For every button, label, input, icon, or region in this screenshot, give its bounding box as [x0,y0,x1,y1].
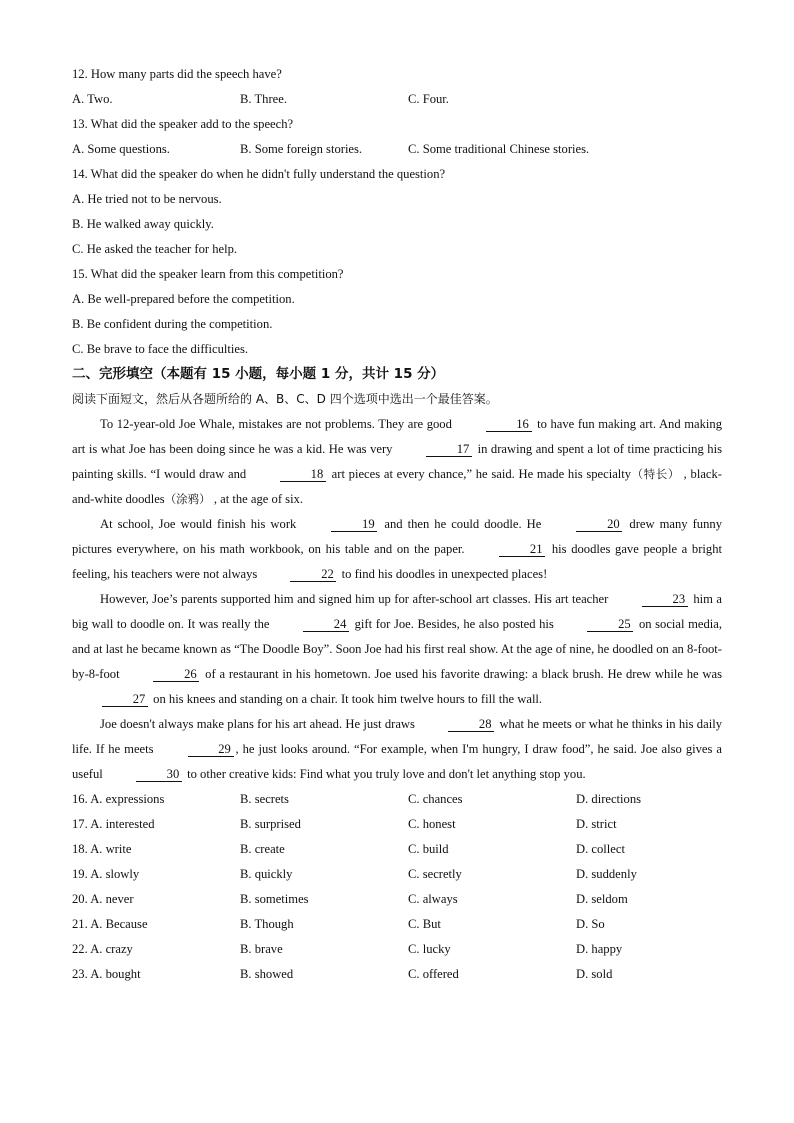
document-page [72,62,722,987]
passage-text: To 12-year-old Joe Whale, mistakes are not problems. They are good [100,417,456,431]
option-c: C. Some traditional Chinese stories. [408,142,590,156]
choice-d: D. sold [576,967,613,981]
chinese-gloss: （特长） [631,467,680,481]
question-stem: 15. What did the speaker learn from this competition? [72,267,344,281]
choice-d: D. suddenly [576,867,637,881]
choice-b: B. secrets [240,792,289,806]
choice-row-17 [72,812,722,837]
blank-28 [418,712,496,737]
question-stem: 14. What did the speaker do when he didn't fully understand the question? [72,167,446,181]
choice-d: D. strict [576,817,617,831]
choice-b: B. showed [240,967,294,981]
blank-number: 30 [136,767,182,782]
passage-text: At school, Joe would finish his work [100,517,302,531]
blank-number: 16 [486,417,532,432]
passage-text: him a big wall to doodle on. It was really the [72,592,722,631]
blank-number: 28 [448,717,494,732]
passage-paragraph-2 [72,512,722,587]
choice-a: 16. A. expressions [72,792,165,806]
blank-number: 19 [331,517,377,532]
section-instruction: 阅读下面短文，然后从各题所给的 A、B、C、D 四个选项中选出一个最佳答案。 [72,392,498,406]
passage-text: what he meets or what he thinks in his daily life. If he meets [72,717,722,756]
blank-26 [123,662,201,687]
option-a: A. Some questions. [72,142,170,156]
blank-number: 22 [290,567,336,582]
choice-a: 23. A. bought [72,967,141,981]
blank-number: 21 [499,542,545,557]
blank-20 [546,512,624,537]
option-b: B. Three. [240,92,287,106]
choice-row-22 [72,937,722,962]
option-c: C. Four. [408,92,449,106]
section-title: 二、完形填空（本题有 15 小题，每小题 1 分，共计 15 分） [72,366,445,382]
option-a: A. He tried not to be nervous. [72,192,222,206]
choice-row-20 [72,887,722,912]
choice-row-16 [72,787,722,812]
choice-d: D. collect [576,842,625,856]
choice-row-23 [72,962,722,987]
passage-text: of a restaurant in his hometown. Joe used his favorite drawing: a black brush. He drew while he was [201,667,722,681]
choice-a: 18. A. write [72,842,132,856]
blank-29 [158,737,236,762]
passage-text: However, Joe’s parents supported him and signed him up for after-school art classes. His art teacher [100,592,612,606]
blank-17 [396,437,474,462]
blank-19 [301,512,379,537]
passage-text: on social media, and at last he became known as “The Doodle Boy”. Soon Joe had his first real show. At the age of nine, he doodled on an 8-foot-by-8-foot [72,617,722,681]
choice-c: C. build [408,842,449,856]
passage-paragraph-1 [72,412,722,512]
choice-c: C. offered [408,967,459,981]
choice-a: 21. A. Because [72,917,148,931]
choice-b: B. sometimes [240,892,309,906]
passage-paragraph-3 [72,587,722,712]
blank-number: 17 [426,442,472,457]
choice-b: B. surprised [240,817,301,831]
choice-d: D. So [576,917,605,931]
blank-18 [250,462,328,487]
choice-c: C. secretly [408,867,462,881]
blank-22 [260,562,338,587]
blank-21 [469,537,547,562]
choice-c: C. honest [408,817,456,831]
passage-paragraph-4 [72,712,722,787]
choice-row-21 [72,912,722,937]
choice-b: B. Though [240,917,294,931]
blank-27 [72,687,150,712]
passage-text: drew many funny pictures everywhere, on his math workbook, on his table and on the paper. [72,517,722,556]
blank-number: 24 [303,617,349,632]
choice-row-18 [72,837,722,862]
option-a: A. Two. [72,92,113,106]
option-c: C. Be brave to face the difficulties. [72,342,249,356]
passage-text: to other creative kids: Find what you truly love and don't let anything stop you. [183,767,586,781]
choice-b: B. quickly [240,867,293,881]
choice-d: D. seldom [576,892,628,906]
choice-a: 19. A. slowly [72,867,140,881]
passage-text: in drawing and spent a lot of time practicing his painting skills. “I would draw and [72,442,722,481]
option-b: B. Be confident during the competition. [72,317,273,331]
choice-b: B. create [240,842,285,856]
option-row [72,87,722,112]
choice-d: D. directions [576,792,642,806]
choice-c: C. lucky [408,942,451,956]
choice-a: 20. A. never [72,892,134,906]
blank-number: 25 [587,617,633,632]
option-c: C. He asked the teacher for help. [72,242,238,256]
passage-text: on his knees and standing on a chair. It took him twelve hours to fill the wall. [150,692,543,706]
blank-number: 23 [642,592,688,607]
choice-a: 17. A. interested [72,817,155,831]
question-stem: 13. What did the speaker add to the speech? [72,117,294,131]
passage-text: , black-and-white doodles [72,467,722,506]
passage-text: to find his doodles in unexpected places! [338,567,548,581]
passage-text: and then he could doodle. He [379,517,547,531]
blank-number: 18 [280,467,326,482]
option-row [72,137,722,162]
blank-25 [557,612,635,637]
option-a: A. Be well-prepared before the competition. [72,292,295,306]
passage-text: , at the age of six. [210,492,304,506]
blank-23 [612,587,690,612]
passage-text: to have fun making art. And making art is what Joe has been doing since he was a kid. He was very [72,417,722,456]
choice-c: C. always [408,892,458,906]
passage-text: , he just looks around. “For example, when I'm hungry, I draw food”, he said. Joe also gives a useful [72,742,722,781]
blank-24 [273,612,351,637]
blank-number: 26 [153,667,199,682]
blank-30 [106,762,184,787]
blank-number: 29 [188,742,234,757]
option-b: B. Some foreign stories. [240,142,363,156]
blank-16 [456,412,534,437]
chinese-gloss: （涂鸦） [164,492,211,506]
passage-text: Joe doesn't always make plans for his art ahead. He just draws [100,717,419,731]
blank-number: 20 [576,517,622,532]
blank-number: 27 [102,692,148,707]
choice-c: C. But [408,917,441,931]
passage-text: art pieces at every chance,” he said. He made his specialty [327,467,632,481]
option-b: B. He walked away quickly. [72,217,214,231]
passage-text: his doodles gave people a bright feeling, his teachers were not always [72,542,722,581]
choice-d: D. happy [576,942,623,956]
choice-b: B. brave [240,942,283,956]
passage-text: gift for Joe. Besides, he also posted his [351,617,558,631]
choice-row-19 [72,862,722,887]
choice-a: 22. A. crazy [72,942,133,956]
question-stem: 12. How many parts did the speech have? [72,67,282,81]
choice-c: C. chances [408,792,463,806]
